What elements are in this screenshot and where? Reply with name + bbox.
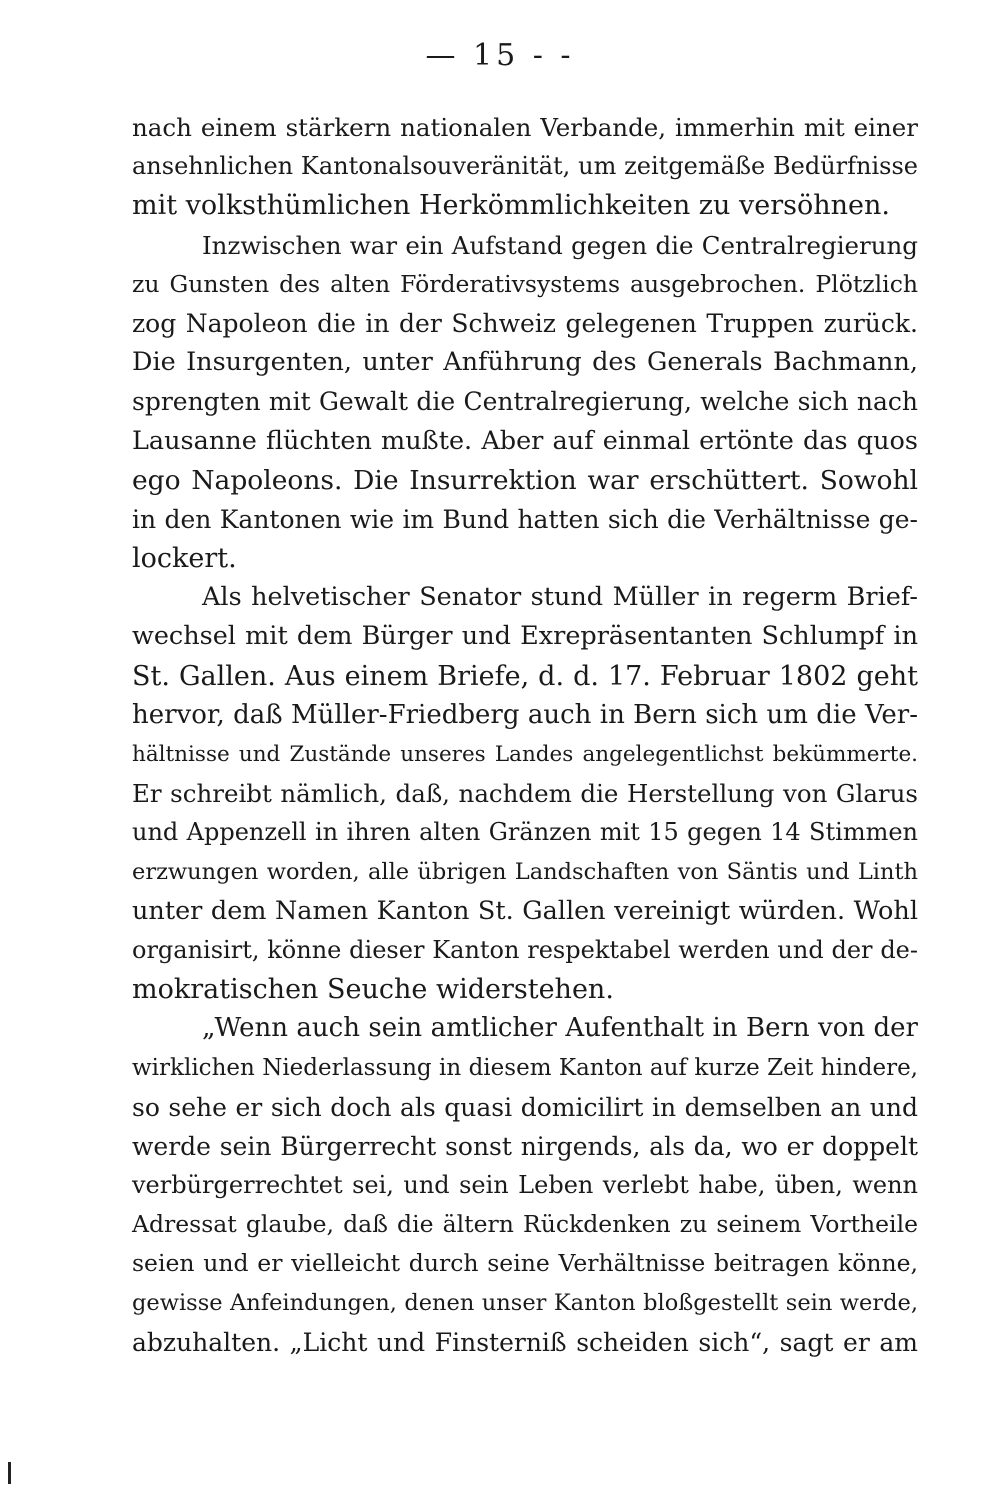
text-line: „Wenn auch sein amtlicher Aufenthalt in Bern von der [202,1013,918,1044]
text-line: ego Napoleons. Die Insurrektion war erschüttert. Sowohl [132,464,918,496]
text-line: sprengten mit Gewalt die Centralregierung, welche sich nach [132,387,918,417]
paragraph-2 [132,226,918,579]
text-line: abzuhalten. „Licht und Finsterniß scheiden sich“, sagt er am [132,1327,918,1357]
text-line: in den Kantonen wie im Bund hatten sich die Verhältnisse ge- [132,504,918,534]
text-line: lockert. [132,543,237,575]
text-line: organisirt, könne dieser Kanton respektabel werden und der de- [132,935,918,964]
text-line: zu Gunsten des alten Förderativsystems ausgebrochen. Plötzlich [132,269,918,298]
page-number: — 15 - - [425,38,575,73]
text-line: Inzwischen war ein Aufstand gegen die Centralregierung [202,230,918,260]
paragraph-1 [132,108,918,226]
text-line: werde sein Bürgerrecht sonst nirgends, als da, wo er doppelt [132,1131,918,1161]
page-body [132,108,918,1362]
paragraph-4 [132,1009,918,1362]
text-line: mokratischen Seuche widerstehen. [132,974,614,1006]
text-line: Er schreibt nämlich, daß, nachdem die Herstellung von Glarus [132,779,918,809]
text-line: ansehnlichen Kantonalsouveränität, um zeitgemäße Bedürfnisse [132,152,918,181]
text-line: gewisse Anfeindungen, denen unser Kanton bloßgestellt sein werde, [132,1289,918,1316]
text-line: so sehe er sich doch als quasi domicilirt in demselben an und [132,1092,918,1122]
text-line: Die Insurgenten, unter Anführung des Generals Bachmann, [132,347,918,378]
text-line: Lausanne flüchten mußte. Aber auf einmal ertönte das quos [132,425,918,456]
text-line: wechsel mit dem Bürger und Exrepräsentanten Schlumpf in [132,621,918,652]
text-line: Adressat glaube, daß die ältern Rückdenken zu seinem Vortheile [132,1210,918,1239]
text-line: seien und er vielleicht durch seine Verhältnisse beitragen könne, [132,1249,918,1278]
scan-artifact-mark [8,1462,11,1484]
text-line: nach einem stärkern nationalen Verbande, immerhin mit einer [132,113,918,142]
text-line: Als helvetischer Senator stund Müller in regerm Brief- [202,582,918,613]
text-line: mit volksthümlichen Herkömmlichkeiten zu versöhnen. [132,190,890,222]
text-line: erzwungen worden, alle übrigen Landschaften von Säntis und Linth [132,858,918,885]
text-line: hältnisse und Zustände unseres Landes angelegentlichst bekümmerte. [132,742,918,767]
text-line: wirklichen Niederlassung in diesem Kanton auf kurze Zeit hindere, [132,1054,918,1081]
paragraph-3 [132,578,918,1009]
text-line: und Appenzell in ihren alten Gränzen mit 15 gegen 14 Stimmen [132,818,918,847]
text-line: hervor, daß Müller-Friedberg auch in Bern sich um die Ver- [132,699,918,730]
text-line: unter dem Namen Kanton St. Gallen vereinigt würden. Wohl [132,895,918,926]
text-line: zog Napoleon die in der Schweiz gelegenen Truppen zurück. [132,308,918,338]
text-line: verbürgerrechtet sei, und sein Leben verlebt habe, üben, wenn [132,1171,918,1200]
text-line: St. Gallen. Aus einem Briefe, d. d. 17. Februar 1802 geht [132,660,918,692]
